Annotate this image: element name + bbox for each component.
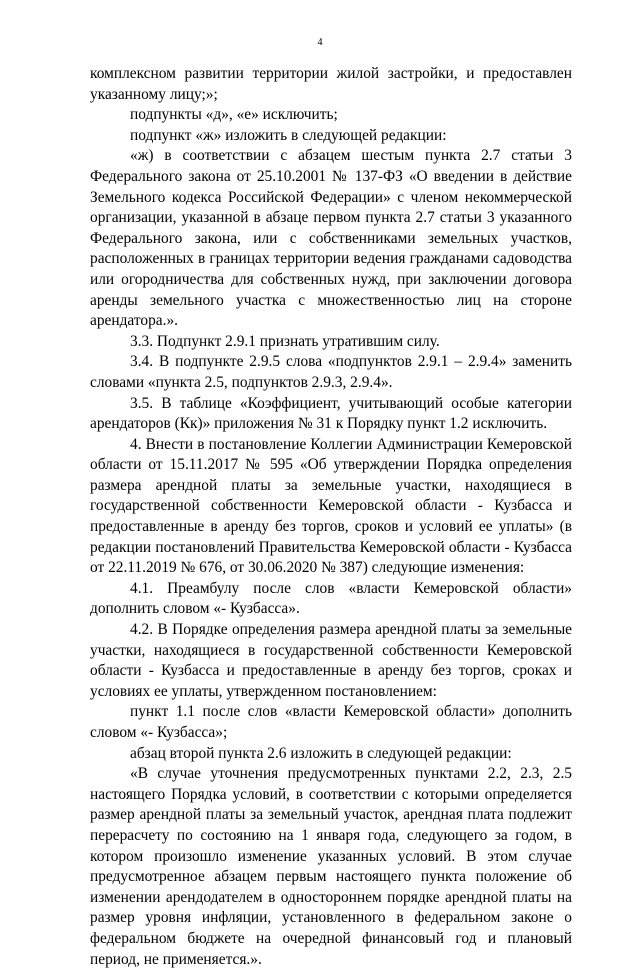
paragraph-3-5: 3.5. В таблице «Коэффициент, учитывающий особые категории арендаторов (Кк)» приложения № 31 к Порядку пункт 1.2 исключить. (90, 394, 572, 433)
paragraph-4-1: 4.1. Преамбулу после слов «власти Кемеровской области» дополнить словом «- Кузбасса». (90, 579, 572, 618)
paragraph-subitem-zh-intro: подпункт «ж» изложить в следующей редакции: (130, 126, 447, 144)
document-body (90, 64, 572, 970)
paragraph-continuation: комплексном развитии территории жилой застройки, и предоставлен указанному лицу;»; (90, 65, 572, 103)
paragraph-3-3: 3.3. Подпункт 2.9.1 признать утратившим силу. (130, 332, 440, 350)
paragraph-item-2-6-text: «В случае уточнения предусмотренных пунктами 2.2, 2.3, 2.5 настоящего Порядка условий, в соответствии с которыми определяется размер арендной платы за земельный участок, арендная плата подлежит перерасчету по состоянию на 1 января года, следующего за годом, в котором произошло изменение указанных условий. В этом случае предусмотренное абзацем первым настоящего пункта положение об изменении арендодателем в одностороннем порядке арендной платы на размер уровня инфляции, установленного в федеральном законе о федеральном бюджете на очередной финансовый год и плановый период, не применяется.». (90, 765, 572, 968)
paragraph-item-1-1: пункт 1.1 после слов «власти Кемеровской области» дополнить словом «- Кузбасса»; (90, 703, 572, 741)
paragraph-3-4: 3.4. В подпункте 2.9.5 слова «подпунктов 2.9.1 – 2.9.4» заменить словами «пункта 2.5, подпунктов 2.9.3, 2.9.4». (90, 353, 572, 391)
paragraph-subitem-zh-text: «ж) в соответствии с абзацем шестым пункта 2.7 статьи 3 Федерального закона от 25.10.2001 № 137-ФЗ «О введении в действие Земельного кодекса Российской Федерации» с членом некоммерческой организации, указанной в абзаце первом пункта 2.7 статьи 3 указанного Федерального закона, или с собственниками земельных участков, расположенных в границах территории ведения гражданами садоводства или огородничества для собственных нужд, при заключении договора аренды земельного участка с множественностью лиц на стороне арендатора.». (90, 147, 572, 330)
paragraph-item-2-6-intro: абзац второй пункта 2.6 изложить в следующей редакции: (130, 744, 512, 762)
paragraph-4-2: 4.2. В Порядке определения размера арендной платы за земельные участки, находящиеся в государственной собственности Кемеровской области - Кузбасса и предоставленные в аренду без торгов, сроках и условиях ее уплаты, утвержденном постановлением: (90, 621, 572, 700)
page-number: 4 (317, 37, 323, 48)
paragraph-subitems-d-e-excluded: подпункты «д», «е» исключить; (130, 106, 338, 124)
paragraph-4: 4. Внести в постановление Коллегии Администрации Кемеровской области от 15.11.2017 № 595 «Об утверждении Порядка определения размера арендной платы за земельные участки, находящиеся в государственной собственности Кемеровской области - Кузбасса и предоставленные в аренду без торгов, сроков и условий ее уплаты» (в редакции постановлений Правительства Кемеровской области - Кузбасса от 22.11.2019 № 676, от 30.06.2020 № 387) следующие изменения: (90, 435, 572, 577)
